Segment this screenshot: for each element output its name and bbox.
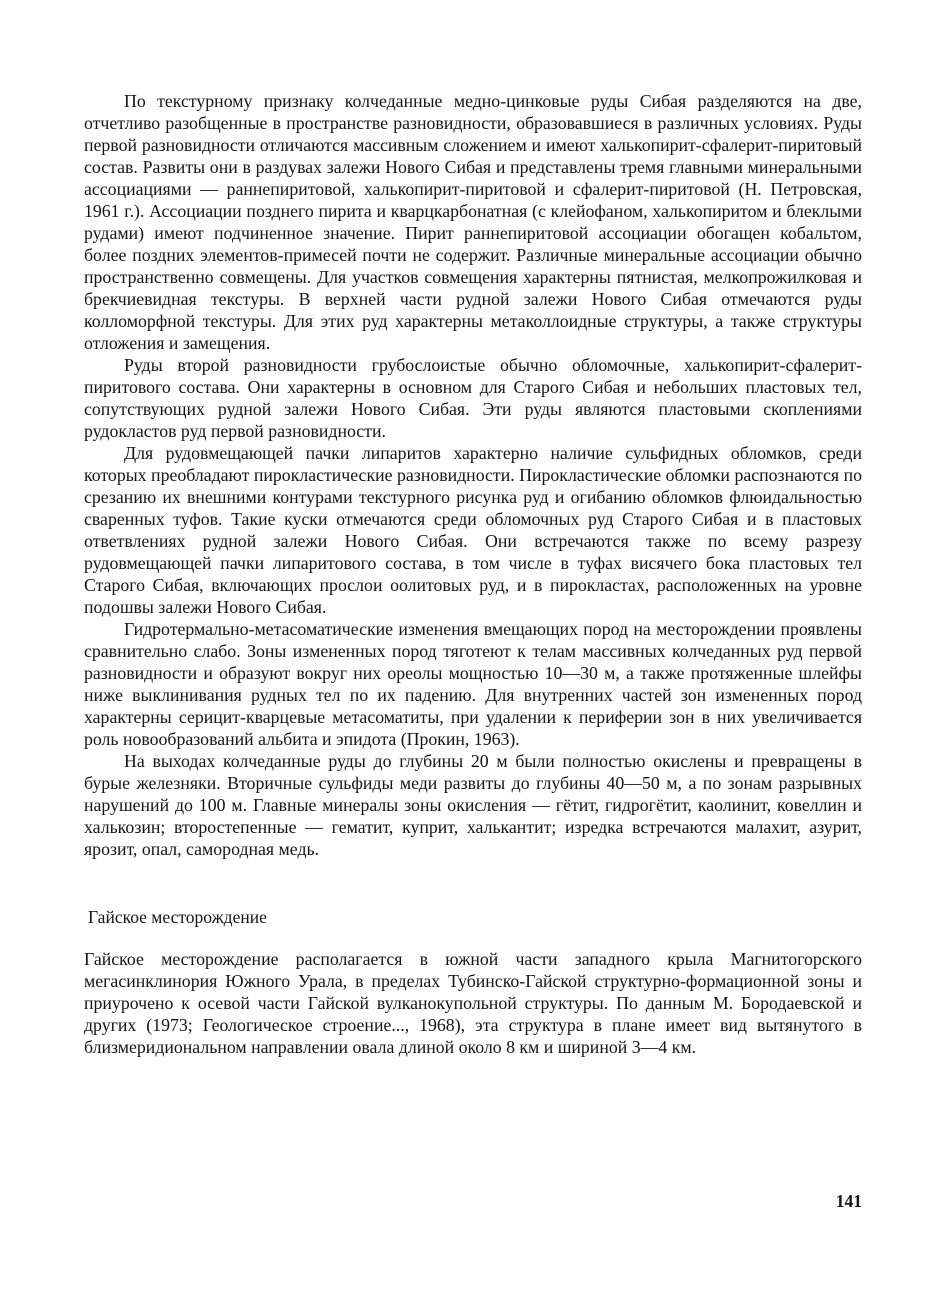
paragraph-texture-types: По текстурному признаку колчеданные медно-цинковые руды Сибая разделяются на две, отчетливо разобщенные в пространстве разновидности, образовавшиеся в различных условиях. Руды первой разновидности отличаются массивным сложением и имеют халькопирит-сфалерит-пиритовый состав. Развиты они в раздувах залежи Нового Сибая и представлены тремя главными минеральными ассоциациями — раннепиритовой, халькопирит-пиритовой и сфалерит-пиритовой (Н. Петровская, 1961 г.). Ассоциации позднего пирита и кварцкарбонатная (с клейофаном, халькопиритом и блеклыми рудами) имеют подчиненное значение. Пирит раннепиритовой ассоциации обогащен кобальтом, более поздних элементов-примесей почти не содержит. Различные минеральные ассоциации обычно пространственно совмещены. Для участков совмещения характерны пятнистая, мелкопрожилковая и брекчиевидная текстуры. В верхней части рудной залежи Нового Сибая отмечаются руды колломорфной текстуры. Для этих руд характерны метаколлоидные структуры, а также структуры отложения и замещения. [84,91,862,353]
page-number: 141 [835,1191,862,1211]
paragraph-metasomatic-changes: Гидротермально-метасоматические изменения вмещающих пород на месторождении проявлены сравнительно слабо. Зоны измененных пород тяготеют к телам массивных колчеданных руд первой разновидности и образуют вокруг них ореолы мощностью 10—30 м, а также протяженные шлейфы ниже выклинивания рудных тел по их падению. Для внутренних частей зон измененных пород характерны серицит-кварцевые метасоматиты, при удалении к периферии зон в них увеличивается роль новообразований альбита и эпидота (Прокин, 1963). [84,619,862,749]
paragraph-liparite-fragments: Для рудовмещающей пачки липаритов характерно наличие сульфидных обломков, среди которых преобладают пирокластические разновидности. Пирокластические обломки распознаются по срезанию их внешними контурами текстурного рисунка руд и огибанию обломков флюидальностью сваренных туфов. Такие куски отмечаются среди обломочных руд Старого Сибая и в пластовых ответвлениях рудной залежи Нового Сибая. Они встречаются также по всему разрезу рудовмещающей пачки липаритового состава, в том числе в туфах висячего бока пластовых тел Старого Сибая, включающих прослои оолитовых руд, и в пирокластах, расположенных на уровне подошвы залежи Нового Сибая. [84,443,862,617]
section-heading: Гайское месторождение [88,907,267,927]
paragraph-gai-deposit: Гайское месторождение располагается в южной части западного крыла Магнитогорского мегасинклинория Южного Урала, в пределах Тубинско-Гайской структурно-формационной зоны и приурочено к осевой части Гайской вулканокупольной структуры. По данным М. Бородаевской и других (1973; Геологическое строение..., 1968), эта структура в плане имеет вид вытянутого в близмеридиональном направлении овала длиной около 8 км и шириной 3—4 км. [84,949,862,1057]
paragraph-oxidation-zone: На выходах колчеданные руды до глубины 20 м были полностью окислены и превращены в бурые железняки. Вторичные сульфиды меди развиты до глубины 40—50 м, а по зонам разрывных нарушений до 100 м. Главные минералы зоны окисления — гётит, гидрогётит, каолинит, ковеллин и халькозин; второстепенные — гематит, куприт, халькантит; изредка встречаются малахит, азурит, ярозит, опал, самородная медь. [84,751,862,859]
paragraph-second-variety: Руды второй разновидности грубослоистые обычно обломочные, халькопирит-сфалерит-пиритового состава. Они характерны в основном для Старого Сибая и небольших пластовых тел, сопутствующих рудной залежи Нового Сибая. Эти руды являются пластовыми скоплениями рудокластов руд первой разновидности. [84,355,862,441]
